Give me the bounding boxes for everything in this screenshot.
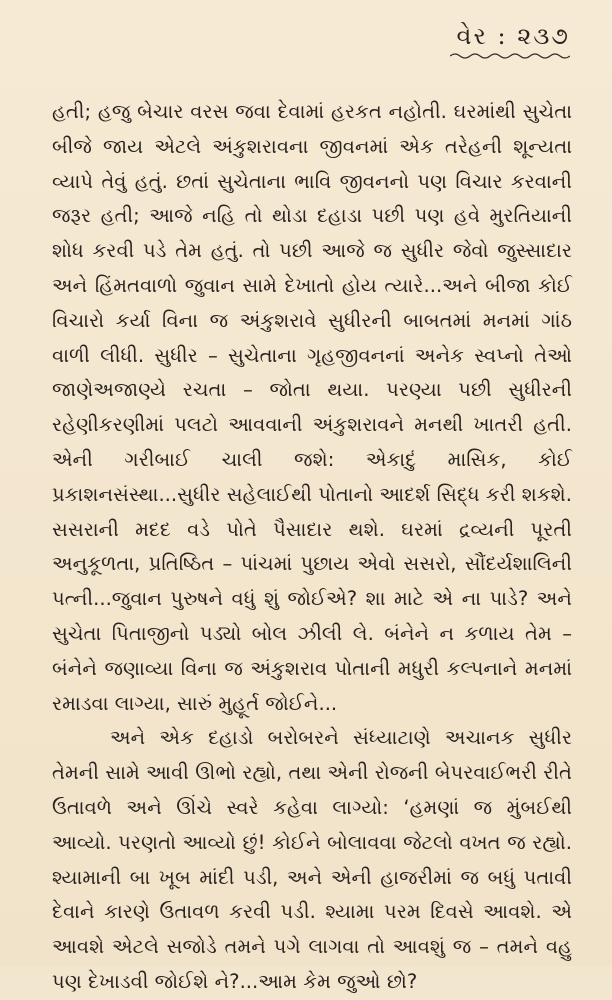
- body-text: [52, 95, 572, 1000]
- paragraph-2: અને એક દહાડો બરોબરને સંધ્યાટાણે અચાનક સુધીર તેમની સામે આવી ઊભો રહ્યો, તથા એની રોજની બેપરવાઈભરી રીતે ઉતાવળે અને ઊંચે સ્વરે કહેવા લાગ્યો: ‘હમણાં જ મુંબઈથી આવ્યો. પરણતો આવ્યો છું! કોઈને બોલાવવા જેટલો વખત જ રહ્યો. શ્યામાની બા ખૂબ માંદી પડી, અને એની હાજરીમાં જ બધું પતાવી દેવાને કારણે ઉતાવળ કરવી પડી. શ્યામા પરમ દિવસે આવશે. એ આવશે એટલે સજોડે તમને પગે લાગવા તો આવશું જ – તમને વહુ પણ દેખાડવી જોઈશે ને?...આમ કેમ જુઓ છો?: [52, 726, 572, 993]
- wavy-rule-decoration: [450, 52, 570, 60]
- page-header-title: વેર : ૨૩૭: [456, 22, 570, 50]
- page-header: [450, 22, 570, 60]
- paragraph-1: હતી; હજુ બેચાર વરસ જવા દેવામાં હરકત નહોતી. ઘરમાંથી સુચેતા બીજે જાય એટલે અંકુશરાવના જીવનમાં એક તરેહની શૂન્યતા વ્યાપે તેવું હતું. છતાં સુચેતાના ભાવિ જીવનનો પણ વિચાર કરવાની જરૂર હતી; આજે નહિ તો થોડા દહાડા પછી પણ હવે મુરતિયાની શોધ કરવી પડે તેમ હતું. તો પછી આજે જ સુધીર જેવો જુસ્સાદાર અને હિંમતવાળો જુવાન સામે દેખાતો હોય ત્યારે...અને બીજા કોઈ વિચારો કર્યા વિના જ અંકુશરાવે સુધીરની બાબતમાં મનમાં ગાંઠ વાળી લીધી. સુધીર – સુચેતાના ગૃહજીવનનાં અનેક સ્વપ્નો તેઓ જાણેઅજાણ્યે રચતા – જોતા થયા. પરણ્યા પછી સુધીરની રહેણીકરણીમાં પલટો આવવાની અંકુશરાવને મનથી ખાતરી હતી. એની ગરીબાઈ ચાલી જશે: એકાદું માસિક, કોઈ પ્રકાશનસંસ્થા...સુધીર સહેલાઈથી પોતાનો આદર્શ સિદ્ધ કરી શકશે. સસરાની મદદ વડે પોતે પૈસાદાર થશે. ઘરમાં દ્રવ્યની પૂરતી અનુકૂળતા, પ્રતિષ્ઠિત – પાંચમાં પુછાય એવો સસરો, સૌંદર્યશાલિની પત્ની...જુવાન પુરુષને વધું શું જોઈએ? શા માટે એ ના પાડે? અને સુચેતા પિતાજીનો પડ્યો બોલ ઝીલી લે. બંનેને ન કળાય તેમ – બંનેને જણાવ્યા વિના જ અંકુશરાવ પોતાની મધુરી કલ્પનાને મનમાં રમાડવા લાગ્યા, સારું મુહૂર્ત જોઈને...: [52, 100, 572, 715]
